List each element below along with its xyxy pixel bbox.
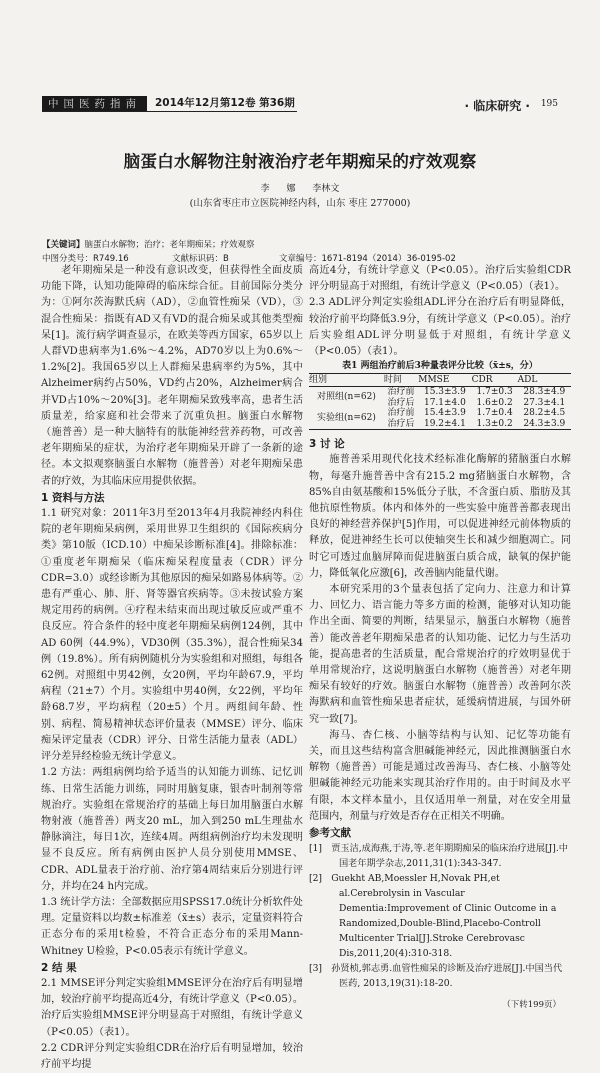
clc-number: 中图分类号：R749.16 (42, 254, 129, 264)
cell: 15.4±3.9 (423, 408, 466, 419)
cell: 治疗前 (387, 408, 415, 419)
keywords (42, 238, 255, 250)
heading-methods: 1 资料与方法 (41, 491, 105, 504)
heading-results: 2 结 果 (41, 961, 77, 974)
keywords-text: 脑蛋白水解物；治疗；老年期痴呆；疗效观察 (84, 240, 255, 250)
cell: 1.6±0.2 (476, 397, 513, 408)
discussion-paragraph: 施普善采用现代化技术经标准化酶解的猪脑蛋白水解物，每毫升施普善中含有215.2 mg猪脑蛋白水解物，含85%自由氨基酸和15%低分子肽，不含蛋白质、脂肪及其他抗原性物质。体内和体外的一些实验中施普善都表现出良好的神经营养保护[5]作用，可以促进神经元前体物质的释放，促进神经生长可以使轴突生长和减少细胞凋亡。同时它可透过血脑屏障而促进脑蛋白质合成，缺氧的保护能力，降低氧化应激[6]，改善脑内能量代谢。 (309, 454, 571, 579)
paragraph-2-1: 2.1 MMSE评分判定实验组MMSE评分在治疗后有明显增加，较治疗前平均提高近4分，有统计学意义（P<0.05）。治疗后实验组MMSE评分明显高于对照组，有统计学意义（P<0.05）（表1）。 (41, 977, 303, 1038)
section-label: · 临床研究 · (464, 99, 530, 113)
affiliation: (山东省枣庄市立医院神经内科，山东 枣庄 277000) (189, 198, 411, 209)
reference-item: [1] 贾玉洁,成海燕,于涛,等.老年期期痴呆的临床治疗进展[J].中国老年期学杂志,2011,31(1):343-347. (309, 843, 568, 870)
cell: 治疗后 (387, 418, 415, 429)
col-header: CDR (472, 374, 518, 387)
references-heading: 参考文献 (309, 827, 351, 840)
cell: 28.2±4.5 (523, 408, 566, 419)
authors: 李 娜 李林文 (260, 184, 340, 194)
page-number: 195 (540, 99, 558, 109)
intro-paragraph: 老年期痴呆是一种没有意识改变，但获得性全面皮质功能下降，认知功能障碍的临床综合征。目前国际分类分为：①阿尔茨海默氏病（AD），②血管性痴呆（VD），③混合性痴呆：指既有AD又有VD的混合痴呆或其他类型痴呆[1]。流行病学调查显示，在欧美等西方国家，65岁以上人群VD患病率为1.6%～4.2%，AD70岁以上为0.6%～1.2%[2]。我国65岁以上人群痴呆患病率约为5%，其中Alzheimer病约占50%，VD约占20%，Alzheimer病合并VD占10%～20%[3]。老年期痴呆致残率高，患者生活质量差，给家庭和社会带来了沉重负担。脑蛋白水解物（施普善）是一种大脑特有的肽能神经营养药物，可改善老年期痴呆的症状，为治疗老年期痴呆开辟了一条新的途径。本文拟观察脑蛋白水解物（施普善）对老年期痴呆患者的疗效，为其临床应用提供依据。 (41, 265, 303, 487)
col-header: ADL (518, 374, 571, 387)
cell: 1.3±0.2 (476, 418, 513, 429)
cell: 1.7±0.4 (476, 408, 513, 419)
results-table (309, 373, 571, 430)
document-code: 文献标识码：B (172, 254, 229, 264)
reference-item: [3] 孙贤桢,郭志勇.血管性痴呆的诊断及治疗进展[J].中国当代医药, 2013,19(31):18-20. (309, 963, 563, 990)
reference-item: [2] Guekht AB,Moessler H,Novak PH,et al.Cerebrolysin in Vascular Dementia:Improvement of Clinic Outcome in a Randomized,Double-Blind,Placebo-Controll Multicenter Trial[J].Stroke Cerebrovasc Dis,2011,20(4):310-318. (309, 873, 557, 960)
cell: 1.7±0.3 (476, 387, 513, 398)
paragraph-2-3: 2.3 ADL评分判定实验组ADL评分在治疗后有明显降低，较治疗前平均降低3.9分，有统计学意义（P<0.05）。治疗后实验组ADL评分明显低于对照组，有统计学意义（P<0.05）（表1）。 (309, 297, 571, 358)
right-column (309, 263, 571, 1014)
cell: 27.3±4.1 (523, 397, 566, 408)
col-header: MMSE (418, 374, 471, 387)
cell: 28.3±4.9 (523, 387, 566, 398)
cell: 17.1±4.0 (423, 397, 466, 408)
discussion-paragraph: 本研究采用的3个量表包括了定向力、注意力和计算力、回忆力、语言能力等多方面的检测，能够对认知功能作出全面、简要的判断，结果显示，脑蛋白水解物（施普善）能改善老年期痴呆患者的认知功能、记忆力与生活功能，提高患者的生活质量，配合常规治疗的疗效明显优于单用常规治疗，这说明脑蛋白水解物（施普善）对老年期痴呆有较好的疗效。脑蛋白水解物（施普善）改善阿尔茨海默病和血管性痴呆患者症状，延缓病情进展，与国外研究一致[7]。 (309, 584, 571, 725)
cell: 治疗前 (387, 387, 415, 398)
paragraph-2-2-start: 2.2 CDR评分判定实验组CDR在治疗后有明显增加，较治疗前平均提 (41, 1042, 303, 1070)
table-row (309, 408, 571, 419)
continued-note: （下转199页） (502, 1000, 561, 1011)
cell: 治疗后 (387, 397, 415, 408)
table-row (309, 387, 571, 398)
keywords-label: 【关键词】 (42, 240, 85, 250)
article-title: 脑蛋白水解物注射液治疗老年期痴呆的疗效观察 (123, 152, 477, 171)
left-column (41, 263, 303, 1073)
paragraph-1-3: 1.3 统计学方法：全部数据应用SPSS17.0统计分析软件处理。定量资料以均数±标准差（x̄±s）表示，定量资料符合正态分布的采用t检验，不符合正态分布的采用Mann-Whitney U检验，P<0.05表示有统计学意义。 (41, 896, 303, 957)
paragraph-1-1: 1.1 研究对象：2011年3月至2013年4月我院神经内科住院的老年期痴呆病例，采用世界卫生组织的《国际疾病分类》第10版（ICD.10）中痴呆诊断标准[4]。排除标准：①重度老年期痴呆（临床痴呆程度量表（CDR）评分CDR=3.0）或经诊断为其他原因的痴呆如路易体病等。②患有严重心、肺、肝、肾等器官疾病等。③未按试验方案规定用药的病例。④疗程未结束而出现过敏反应或严重不良反应。符合条件的轻中度老年期痴呆病例124例，其中AD 60例（44.9%），VD30例（35.3%），混合性痴呆34例（19.8%）。所有病例随机分为实验组和对照组，每组各62例。对照组中男42例，女20例，平均年龄67.9，平均病程（21±7）个月。实验组中男40例，女22例，平均年龄68.7岁，平均病程（20±5）个月。两组间年龄、性别、病程、简易精神状态评价量表（MMSE）评分、临床痴呆评定量表（CDR）评分、日常生活能力量表（ADL）评分差异经检验无统计学意义。 (41, 508, 303, 763)
heading-discussion: 3 讨 论 (309, 438, 345, 451)
discussion-paragraph: 海马、杏仁核、小脑等结构与认知、记忆等功能有关，而且这些结构富含胆碱能神经元，因此推测脑蛋白水解物（施普善）可能是通过改善海马、杏仁核、小脑等处胆碱能神经元功能来实现其治疗作用的。由于时间及水平有限，本文样本量小，且仅适用单一剂量，对在安全用量范围内，剂量与疗效是否存在正相关不明确。 (309, 729, 571, 822)
issue-info: 2014年12月第12卷 第36期 (155, 97, 295, 109)
journal-name: 中国医药指南 (42, 96, 147, 111)
cell: 24.3±3.9 (523, 418, 566, 429)
article-number: 文章编号：1671-8194（2014）36-0195-02 (279, 254, 456, 264)
group-cell: 对照组(n=62) (317, 392, 376, 403)
col-header: 时间 (384, 374, 418, 387)
col-header: 组别 (309, 374, 384, 387)
group-cell: 实验组(n=62) (317, 413, 376, 424)
table-header-row (309, 374, 571, 387)
cell: 15.3±3.9 (423, 387, 466, 398)
paragraph-2-2-end: 高近4分，有统计学意义（P<0.05）。治疗后实验组CDR评分明显高于对照组，有统计学意义（P<0.05）（表1）。 (309, 265, 571, 293)
table-caption: 表1 两组治疗前后3种量表评分比较（x̄±s，分） (342, 361, 538, 372)
cell: 19.2±4.1 (423, 418, 466, 429)
paragraph-1-2: 1.2 方法：两组病例均给予适当的认知能力训练、记忆训练、日常生活能力训练，同时用脑复康，银杏叶制剂等常规治疗。实验组在常规治疗的基础上每日加用脑蛋白水解物射液（施普善）两支20 mL，加入到250 mL生理盐水静脉滴注，每日1次，连续4周。两组病例治疗均未发现明显不良反应。所有病例由医护人员分别使用MMSE、CDR、ADL量表于治疗前、治疗第4周结束后分别进行评分，并均在24 h内完成。 (41, 767, 303, 892)
running-header (42, 96, 297, 112)
